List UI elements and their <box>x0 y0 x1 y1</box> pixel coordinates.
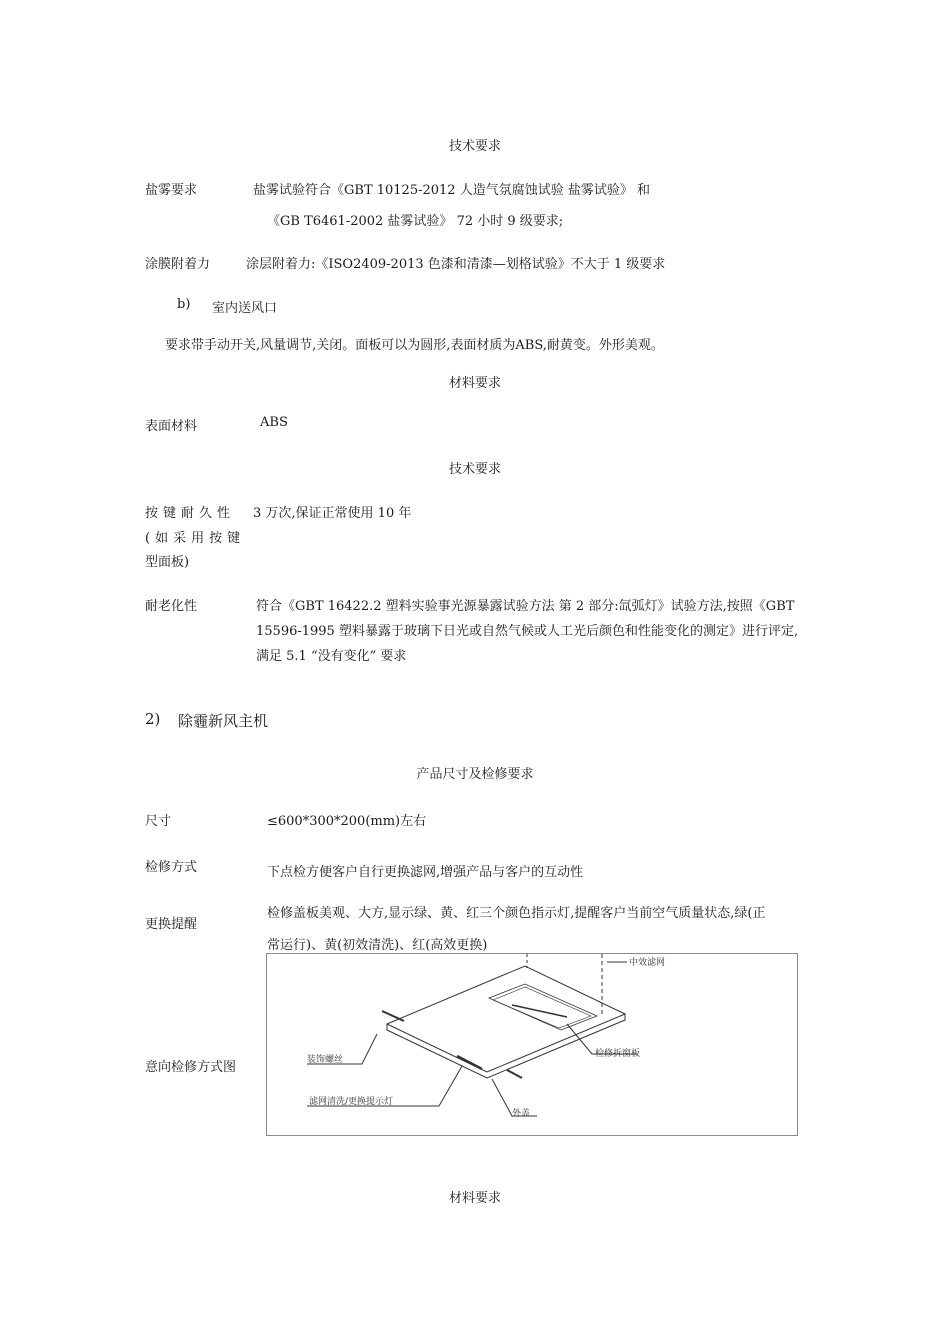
section-heading-tech-2: 技术要求 <box>448 462 501 477</box>
button-durability-label-2: (如采用按键 <box>145 531 246 546</box>
reminder-line1: 检修盖板美观、大方,显示绿、黄、红三个颜色指示灯,提醒客户当前空气质量状态,绿(正 <box>267 906 766 921</box>
maintenance-diagram-drawing <box>267 954 797 1135</box>
callout-outer: 外盖 <box>512 1109 531 1119</box>
salt-spray-label: 盐雾要求 <box>145 183 198 198</box>
maintenance-diagram <box>266 953 798 1136</box>
section-2-marker: 2) <box>145 710 161 728</box>
button-durability-label-3: 型面板) <box>145 555 190 570</box>
section-b-marker: b) <box>177 297 191 312</box>
aging-line2: 15596-1995 塑料暴露于玻璃下日光或自然气候或人工光后颜色和性能变化的测定》进行评定, <box>256 624 799 639</box>
salt-spray-line2: 《GB T6461-2002 盐雾试验》 72 小时 9 级要求; <box>267 214 564 229</box>
aging-label: 耐老化性 <box>145 599 198 614</box>
section-b-title: 室内送风口 <box>212 301 278 316</box>
reminder-line2: 常运行)、黄(初效清洗)、红(高效更换) <box>267 938 488 953</box>
size-value: ≤600*300*200(mm)左右 <box>267 814 427 829</box>
callout-cover: 检修拆窗板 <box>595 1049 641 1059</box>
coating-value: 涂层附着力:《ISO2409-2013 色漆和清漆—划格试验》不大于 1 级要求 <box>246 257 666 272</box>
callout-screw: 装饰螺丝 <box>307 1055 344 1065</box>
maintenance-label: 检修方式 <box>145 860 198 875</box>
callout-filter: 中效滤网 <box>629 958 666 968</box>
section-b-requirement: 要求带手动开关,风量调节,关闭。面板可以为圆形,表面材质为ABS,耐黄变。外形美观。 <box>165 338 664 353</box>
size-label: 尺寸 <box>145 814 172 829</box>
salt-spray-line1: 盐雾试验符合《GBT 10125-2012 人造气氛腐蚀试验 盐雾试验》 和 <box>253 183 650 198</box>
button-durability-value: 3 万次,保证正常使用 10 年 <box>253 506 412 521</box>
aging-line1: 符合《GBT 16422.2 塑料实验事光源暴露试验方法 第 2 部分:氙弧灯》试验方法,按照《GBT <box>256 599 795 614</box>
surface-material-label: 表面材料 <box>145 419 198 434</box>
surface-material-value: ABS <box>260 415 288 430</box>
section-2-title: 除霾新风主机 <box>178 712 269 730</box>
button-durability-label-1: 按键耐久性 <box>145 506 236 521</box>
section-heading-materials: 材料要求 <box>448 376 501 391</box>
aging-line3: 满足 5.1 “没有变化” 要求 <box>256 649 407 664</box>
section-heading-size: 产品尺寸及检修要求 <box>416 767 534 782</box>
reminder-label: 更换提醒 <box>145 917 198 932</box>
callout-indicator: 滤网清洗/更换提示灯 <box>309 1097 394 1107</box>
diagram-label: 意向检修方式图 <box>145 1060 237 1075</box>
maintenance-value: 下点检方便客户自行更换滤网,增强产品与客户的互动性 <box>267 865 584 880</box>
coating-label: 涂膜附着力 <box>145 257 211 272</box>
section-heading-materials-2: 材料要求 <box>448 1191 501 1206</box>
section-heading-tech: 技术要求 <box>448 139 501 154</box>
